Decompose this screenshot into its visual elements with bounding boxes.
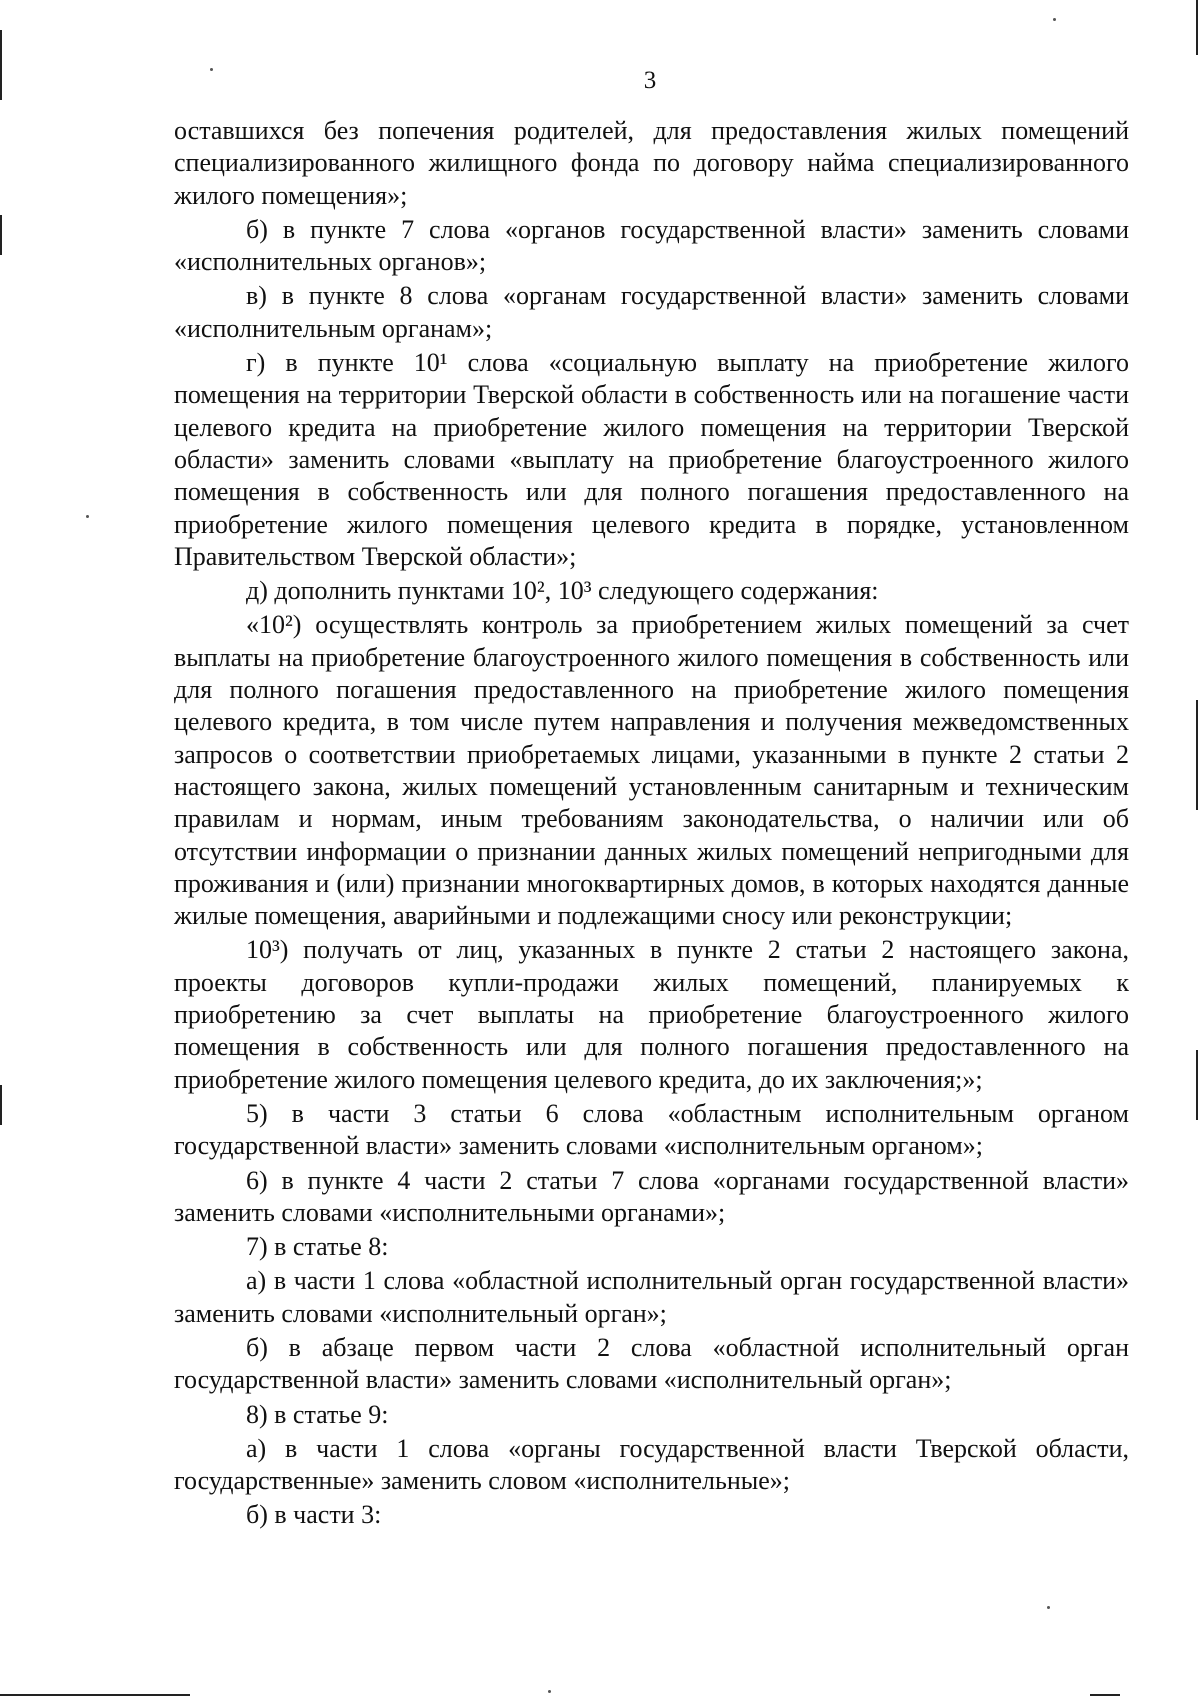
scan-speck [1047, 1606, 1050, 1609]
document-body [174, 115, 1129, 1534]
scan-edge-mark [0, 1694, 190, 1696]
paragraph: б) в пункте 7 слова «органов государственной власти» заменить словами «исполнительных органов»; [174, 214, 1129, 277]
scan-edge-mark [0, 1085, 2, 1125]
paragraph: 7) в статье 8: [246, 1232, 389, 1262]
scan-edge-mark [1196, 0, 1198, 55]
paragraph: в) в пункте 8 слова «органам государственной власти» заменить словами «исполнительным органам»; [174, 281, 1129, 343]
paragraph: д) дополнить пунктами 10², 10³ следующего содержания: [246, 576, 879, 606]
paragraph: 6) в пункте 4 части 2 статьи 7 слова «органами государственной власти» заменить словами «исполнительными органами»; [174, 1165, 1129, 1227]
scan-speck [1053, 18, 1056, 21]
scan-edge-mark [1090, 1694, 1120, 1696]
page-number: 3 [643, 67, 657, 94]
scan-speck [210, 68, 213, 71]
paragraph: а) в части 1 слова «областной исполнительный орган государственной власти» заменить словами «исполнительный орган»; [174, 1266, 1129, 1328]
paragraph: б) в абзаце первом части 2 слова «областной исполнительный орган государственной власти» заменить словами «исполнительный орган»; [174, 1332, 1129, 1395]
paragraph: 5) в части 3 статьи 6 слова «областным исполнительным органом государственной власти» заменить словами «исполнительным органом»; [174, 1098, 1129, 1161]
paragraph: а) в части 1 слова «органы государственной власти Тверской области, государственные» заменить словом «исполнительные»; [174, 1433, 1129, 1496]
scan-edge-mark [1196, 1050, 1198, 1120]
paragraph: г) в пункте 10¹ слова «социальную выплату на приобретение жилого помещения на территории Тверской области в собственность или на погашение части целевого кредита на приобретение жилого помещения на территории Тверской области» заменить словами «выплату на приобретение благоустроенного жилого помещения в собственность или для полного погашения предоставленного на приобретение жилого помещения целевого кредита в порядке, установленном Правительством Тверской области»; [174, 348, 1129, 571]
paragraph: 10³) получать от лиц, указанных в пункте 2 статьи 2 настоящего закона, проекты договоров купли-продажи жилых помещений, планируемых к приобретению за счет выплаты на приобретение благоустроенного жилого помещения в собственность или для полного погашения предоставленного на приобретение жилого помещения целевого кредита, до их заключения;»; [174, 935, 1129, 1094]
scan-edge-mark [0, 30, 2, 100]
scan-speck [548, 1690, 551, 1693]
scan-edge-mark [0, 215, 2, 255]
paragraph: оставшихся без попечения родителей, для предоставления жилых помещений специализированного жилищного фонда по договору найма специализированного жилого помещения»; [174, 116, 1129, 210]
paragraph: 8) в статье 9: [246, 1399, 389, 1429]
scan-edge-mark [1196, 700, 1198, 810]
paragraph: б) в части 3: [246, 1500, 382, 1530]
scan-speck [86, 515, 89, 518]
paragraph: «10²) осуществлять контроль за приобретением жилых помещений за счет выплаты на приобретение благоустроенного жилого помещения в собственность или для полного погашения предоставленного на приобретение жилого помещения целевого кредита, в том числе путем направления и получения межведомственных запросов о соответствии приобретаемых лицами, указанными в пункте 2 статьи 2 настоящего закона, жилых помещений установленным санитарным и техническим правилам и нормам, иным требованиям законодательства, о наличии или об отсутствии информации о признании данных жилых помещений непригодными для проживания и (или) признании многоквартирных домов, в которых находятся данные жилые помещения, аварийными и подлежащими сносу или реконструкции; [174, 610, 1129, 931]
